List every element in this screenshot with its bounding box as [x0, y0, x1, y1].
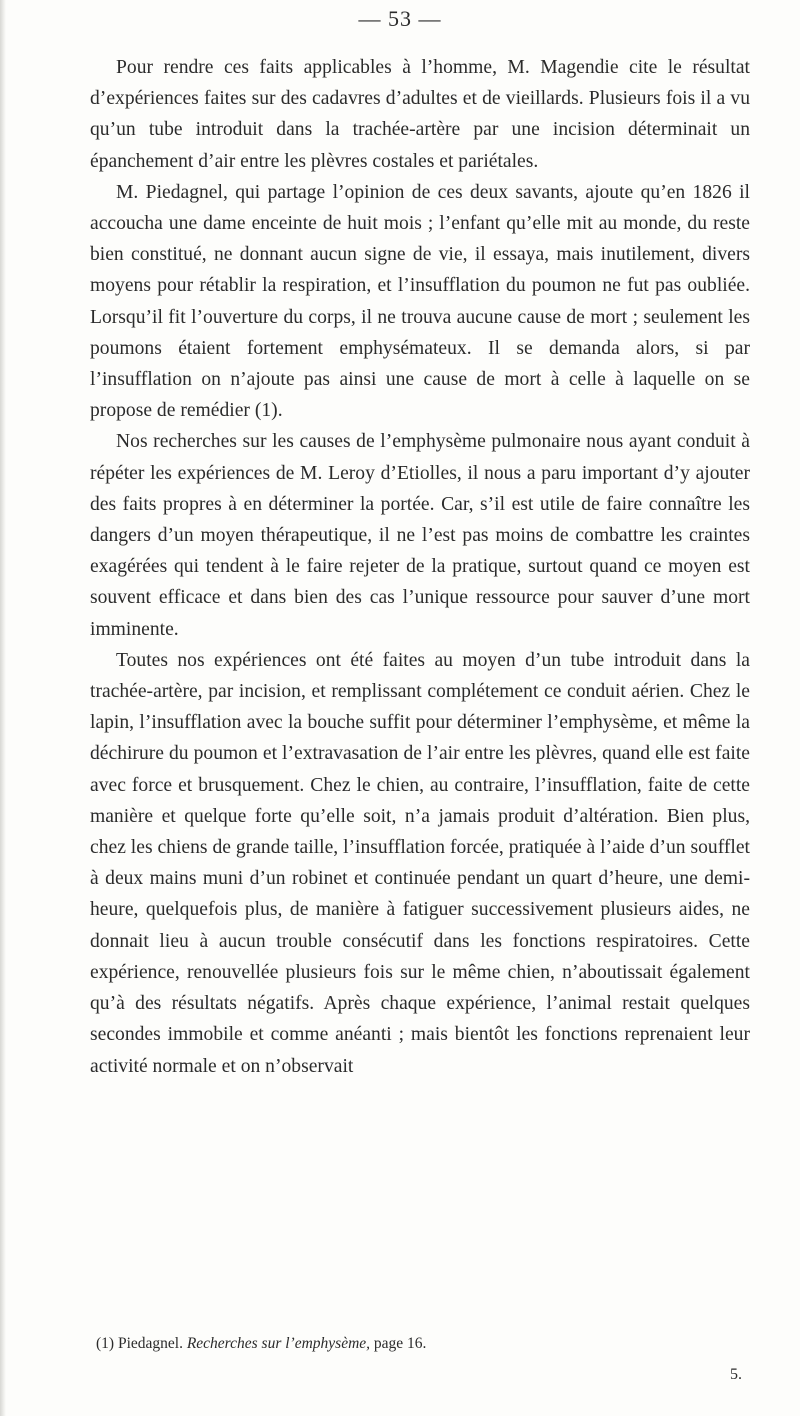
- footnote-suffix: page 16.: [370, 1335, 427, 1352]
- footnote: [96, 1334, 746, 1354]
- signature-mark: 5.: [730, 1366, 742, 1383]
- body-text: [90, 52, 750, 1082]
- paragraph: Pour rendre ces faits applicables à l’homme, M. Magendie cite le résultat d’expériences faites sur des cadavres d’adultes et de vieillards. Plusieurs fois il a vu qu’un tube introduit dans la trachée-artère par une incision déterminait un épanchement d’air entre les plèvres costales et pariétales.: [90, 57, 750, 172]
- page-binding-shadow: [0, 0, 6, 1416]
- paragraph: Nos recherches sur les causes de l’emphysème pulmonaire nous ayant conduit à répéter les expériences de M. Leroy d’Etiolles, il nous a paru important d’y ajouter des faits propres à en déterminer la portée. Car, s’il est utile de faire connaître les dangers d’un moyen thérapeutique, il ne l’est pas moins de combattre les craintes exagérées qui tendent à le faire rejeter de la pratique, surtout quand ce moyen est souvent efficace et dans bien des cas l’unique ressource pour sauver d’une mort imminente.: [90, 431, 750, 640]
- paragraph: M. Piedagnel, qui partage l’opinion de ces deux savants, ajoute qu’en 1826 il accoucha une dame enceinte de huit mois ; l’enfant qu’elle mit au monde, du reste bien constitué, ne donnant aucun signe de vie, il essaya, mais inutilement, divers moyens pour rétablir la respiration, et l’insufflation du poumon ne fut pas oubliée. Lorsqu’il fit l’ouverture du corps, il ne trouva aucune cause de mort ; seulement les poumons étaient fortement emphysémateux. Il se demanda alors, si par l’insufflation on n’ajoute pas ainsi une cause de mort à celle à laquelle on se propose de remédier (1).: [90, 181, 750, 422]
- footnote-prefix: (1) Piedagnel.: [96, 1335, 187, 1352]
- paragraph: Toutes nos expériences ont été faites au moyen d’un tube introduit dans la trachée-artère, par incision, et remplissant complétement ce conduit aérien. Chez le lapin, l’insufflation avec la bouche suffit pour déterminer l’emphysème, et même la déchirure du poumon et l’extravasation de l’air entre les plèvres, quand elle est faite avec force et brusquement. Chez le chien, au contraire, l’insufflation, faite de cette manière et quelque forte qu’elle soit, n’a jamais produit d’altération. Bien plus, chez les chiens de grande taille, l’insufflation forcée, pratiquée à l’aide d’un soufflet à deux mains muni d’un robinet et continuée pendant un quart d’heure, une demi-heure, quelquefois plus, de manière à fatiguer successivement plusieurs aides, ne donnait lieu à aucun trouble consécutif dans les fonctions respiratoires. Cette expérience, renouvellée plusieurs fois sur le même chien, n’aboutissait également qu’à des résultats négatifs. Après chaque expérience, l’animal restait quelques secondes immobile et comme anéanti ; mais bientôt les fonctions reprenaient leur activité normale et on n’observait: [90, 649, 750, 1077]
- footnote-title: Recherches sur l’emphysème,: [186, 1335, 371, 1352]
- page-number-header: — 53 —: [358, 6, 442, 31]
